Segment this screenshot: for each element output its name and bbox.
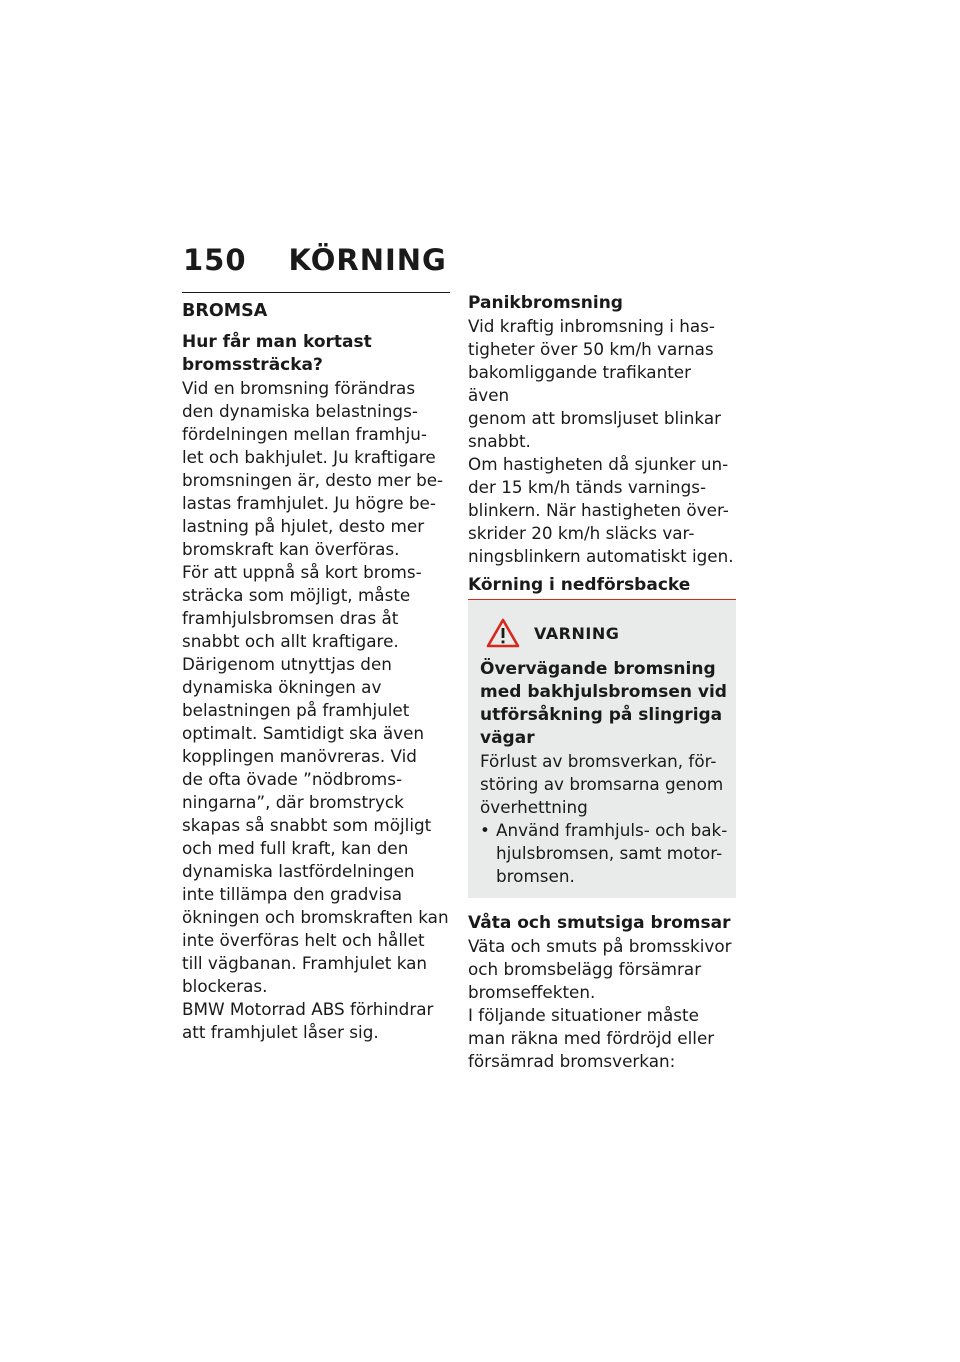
text-line: framhjulsbromsen dras åt (182, 608, 399, 628)
text-line: Om hastigheten då sjunker un- (468, 454, 729, 474)
text-line: optimalt. Samtidigt ska även (182, 723, 425, 743)
text-line: der 15 km/h tänds varnings- (468, 477, 707, 497)
warning-triangle-icon (486, 618, 520, 648)
text-line: bromsen. (496, 866, 575, 886)
text-line: dynamiska ökningen av (182, 677, 382, 697)
text-line: Använd framhjuls- och bak- (496, 820, 728, 840)
text-line: BMW Motorrad ABS förhindrar (182, 999, 434, 1019)
text-line: hjulsbromsen, samt motor- (496, 843, 723, 863)
paragraph-wet-2 (468, 1004, 736, 1073)
paragraph-short-distance (182, 561, 450, 998)
warning-box (468, 600, 736, 898)
warning-title-line: vägar (480, 728, 535, 748)
warning-title-line: Övervägande bromsning (480, 659, 716, 679)
text-line: lastas framhjulet. Ju högre be- (182, 493, 436, 513)
text-line: inte tillämpa den gradvisa (182, 884, 403, 904)
warning-bullet (480, 819, 728, 888)
text-line: och med full kraft, kan den (182, 838, 409, 858)
text-line: man räkna med fördröjd eller (468, 1028, 715, 1048)
text-line: sträcka som möjligt, måste (182, 585, 411, 605)
paragraph-dynamics (182, 377, 450, 561)
text-line: belastningen på framhjulet (182, 700, 410, 720)
chapter-title: KÖRNING (288, 243, 447, 277)
warning-title-line: utförsåkning på slingriga (480, 705, 723, 725)
bullet-symbol: • (480, 820, 490, 840)
text-line: blinkern. När hastigheten över- (468, 500, 729, 520)
section-divider (182, 292, 450, 293)
text-line: ningsblinkern automatiskt igen. (468, 546, 734, 566)
page-header (183, 243, 447, 277)
text-line: Väta och smuts på bromsskivor (468, 936, 732, 956)
text-line: dynamiska lastfördelningen (182, 861, 415, 881)
text-line: inte överföras helt och hållet (182, 930, 425, 950)
wet-brakes-title: Våta och smutsiga bromsar (468, 913, 731, 933)
left-column (182, 292, 450, 1044)
text-line: överhettning (480, 797, 588, 817)
text-line: lastning på hjulet, desto mer (182, 516, 425, 536)
text-line: störing av bromsarna genom (480, 774, 724, 794)
text-line: snabbt och allt kraftigare. (182, 631, 399, 651)
paragraph-panic-1 (468, 315, 736, 453)
text-line: att framhjulet låser sig. (182, 1022, 379, 1042)
text-line: I följande situationer måste (468, 1005, 699, 1025)
warning-label: VARNING (534, 623, 620, 643)
paragraph-panic-2 (468, 453, 736, 568)
paragraph-abs (182, 998, 450, 1044)
text-line: till vägbanan. Framhjulet kan (182, 953, 428, 973)
text-line: För att uppnå så kort broms- (182, 562, 422, 582)
text-line: bromsningen är, desto mer be- (182, 470, 444, 490)
downhill-title: Körning i nedförsbacke (468, 575, 691, 595)
page-number: 150 (183, 243, 247, 277)
right-column (468, 292, 736, 1073)
text-line: Vid kraftig inbromsning i has- (468, 316, 715, 336)
text-line: skapas så snabbt som möjligt (182, 815, 432, 835)
warning-text (480, 750, 728, 819)
text-line: Vid en bromsning förändras (182, 378, 416, 398)
panic-braking-title: Panikbromsning (468, 293, 623, 313)
text-line: ökningen och bromskraften kan (182, 907, 449, 927)
text-line: snabbt. (468, 431, 531, 451)
paragraph-wet-1 (468, 935, 736, 1004)
subsection-title-line: Hur får man kortast (182, 332, 372, 352)
text-line: skrider 20 km/h släcks var- (468, 523, 695, 543)
text-line: genom att bromsljuset blinkar (468, 408, 722, 428)
text-line: de ofta övade ”nödbroms- (182, 769, 403, 789)
subsection-title-line: bromssträcka? (182, 355, 323, 375)
text-line: Förlust av bromsverkan, för- (480, 751, 717, 771)
text-line: Därigenom utnyttjas den (182, 654, 392, 674)
text-line: let och bakhjulet. Ju kraftigare (182, 447, 436, 467)
subsection-title (182, 331, 450, 377)
text-line: ningarna”, där bromstryck (182, 792, 404, 812)
text-line: och bromsbelägg försämrar (468, 959, 702, 979)
text-line: bakomliggande trafikanter även (468, 362, 692, 405)
text-line: bromskraft kan överföras. (182, 539, 400, 559)
text-line: blockeras. (182, 976, 268, 996)
warning-title (480, 658, 728, 750)
warning-title-line: med bakhjulsbromsen vid (480, 682, 727, 702)
text-line: försämrad bromsverkan: (468, 1051, 676, 1071)
section-title: BROMSA (182, 301, 268, 321)
text-line: tigheter över 50 km/h varnas (468, 339, 714, 359)
text-line: kopplingen manövreras. Vid (182, 746, 417, 766)
text-line: fördelningen mellan framhju- (182, 424, 427, 444)
text-line: bromseffekten. (468, 982, 596, 1002)
text-line: den dynamiska belastnings- (182, 401, 418, 421)
warning-label-row (480, 618, 728, 648)
